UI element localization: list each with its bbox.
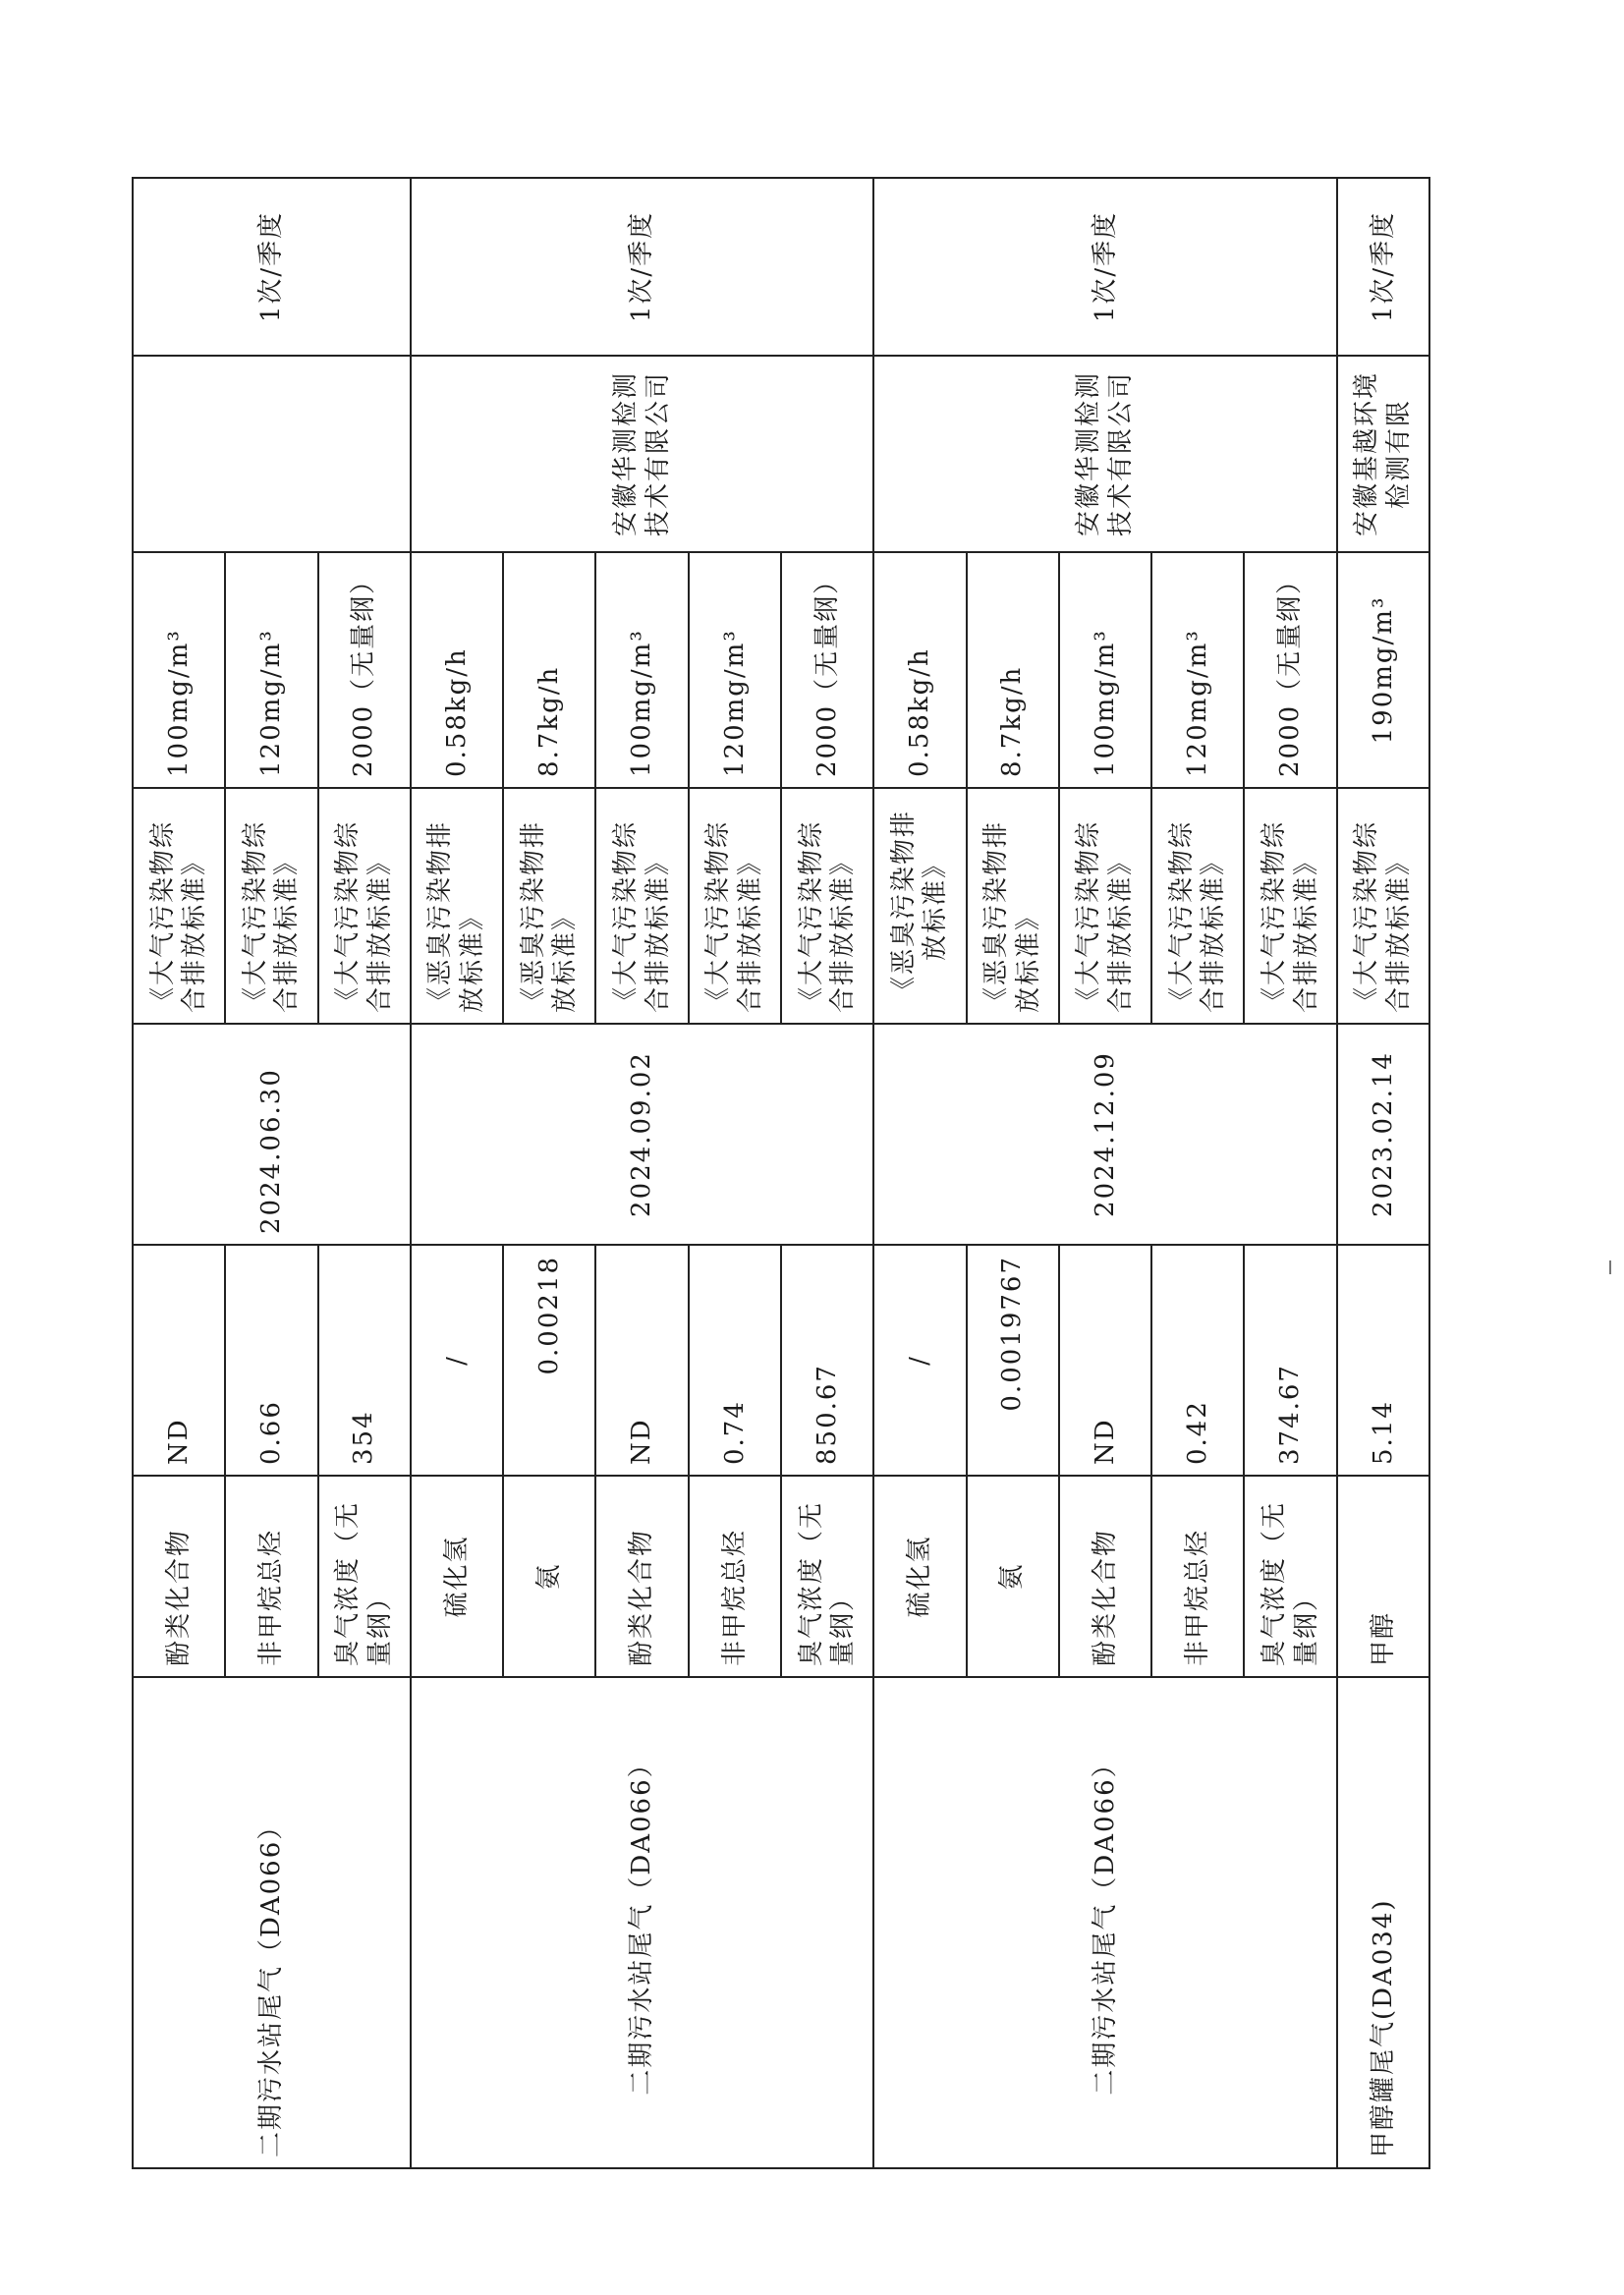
pollutant-cell: 酚类化合物 [1059,1476,1151,1677]
date-cell: 2023.02.14 [1337,1024,1429,1245]
result-cell: 5.14 [1337,1245,1429,1476]
standard-cell: 《大气污染物综合排放标准》 [133,788,225,1024]
table-row [873,178,966,2168]
pollutant-cell: 甲醇 [1337,1476,1429,1677]
pollutant-cell: 氨 [503,1476,595,1677]
pollutant-cell: 酚类化合物 [595,1476,688,1677]
lab-cell: 安徽基越环境检测有限 [1337,356,1429,552]
standard-cell: 《大气污染物综合排放标准》 [595,788,688,1024]
limit-cell: 100mg/m³ [595,552,688,788]
standard-cell: 《大气污染物综合排放标准》 [689,788,781,1024]
pollutant-cell: 非甲烷总烃 [225,1476,317,1677]
result-cell: 0.74 [689,1245,781,1476]
date-cell: 2024.12.09 [873,1024,1336,1245]
limit-cell: 2000（无量纲） [318,552,411,788]
outlet-cell: 二期污水站尾气（DA066） [133,1677,411,2168]
standard-cell: 《恶臭污染物排放标准》 [873,788,966,1024]
table-row [1337,178,1429,2168]
standard-cell: 《恶臭污染物排放标准》 [967,788,1059,1024]
result-cell: / [873,1245,966,1476]
result-cell: 374.67 [1244,1245,1336,1476]
rotated-table-container [132,179,1430,2169]
pollutant-cell: 酚类化合物 [133,1476,225,1677]
result-cell: 850.67 [781,1245,873,1476]
result-cell: 0.00218 [503,1245,595,1476]
limit-cell: 120mg/m³ [1151,552,1244,788]
result-cell: ND [133,1245,225,1476]
result-cell: 0.66 [225,1245,317,1476]
outlet-cell: 甲醇罐尾气(DA034) [1337,1677,1429,2168]
standard-cell: 《恶臭污染物排放标准》 [503,788,595,1024]
limit-cell: 8.7kg/h [967,552,1059,788]
limit-cell: 2000（无量纲） [1244,552,1336,788]
lab-cell: 安徽华测检测技术有限公司 [873,356,1336,552]
lab-cell: 安徽华测检测技术有限公司 [411,356,873,552]
date-cell: 2024.06.30 [133,1024,411,1245]
scan-mark [1609,1260,1611,1274]
pollutant-cell: 非甲烷总烃 [1151,1476,1244,1677]
pollutant-cell: 硫化氢 [873,1476,966,1677]
frequency-cell: 1次/季度 [873,178,1336,356]
pollutant-cell: 臭气浓度（无量纲） [318,1476,411,1677]
frequency-cell: 1次/季度 [133,178,411,356]
date-cell: 2024.09.02 [411,1024,873,1245]
limit-cell: 100mg/m³ [133,552,225,788]
limit-cell: 0.58kg/h [873,552,966,788]
limit-cell: 120mg/m³ [225,552,317,788]
standard-cell: 《大气污染物综合排放标准》 [1059,788,1151,1024]
frequency-cell: 1次/季度 [1337,178,1429,356]
limit-cell: 0.58kg/h [411,552,503,788]
result-cell: ND [1059,1245,1151,1476]
standard-cell: 《大气污染物综合排放标准》 [1244,788,1336,1024]
standard-cell: 《大气污染物综合排放标准》 [781,788,873,1024]
pollutant-cell: 氨 [967,1476,1059,1677]
pollutant-cell: 臭气浓度（无量纲） [781,1476,873,1677]
limit-cell: 120mg/m³ [689,552,781,788]
pollutant-cell: 臭气浓度（无量纲） [1244,1476,1336,1677]
result-cell: 0.0019767 [967,1245,1059,1476]
pollutant-cell: 硫化氢 [411,1476,503,1677]
standard-cell: 《大气污染物综合排放标准》 [318,788,411,1024]
outlet-cell: 二期污水站尾气（DA066） [873,1677,1336,2168]
table-row [133,178,225,2168]
outlet-cell: 二期污水站尾气（DA066） [411,1677,873,2168]
limit-cell: 8.7kg/h [503,552,595,788]
standard-cell: 《大气污染物综合排放标准》 [225,788,317,1024]
monitoring-results-table [132,177,1430,2169]
pollutant-cell: 非甲烷总烃 [689,1476,781,1677]
limit-cell: 100mg/m³ [1059,552,1151,788]
result-cell: 0.42 [1151,1245,1244,1476]
frequency-cell: 1次/季度 [411,178,873,356]
limit-cell: 2000（无量纲） [781,552,873,788]
lab-cell [133,356,411,552]
result-cell: 354 [318,1245,411,1476]
result-cell: / [411,1245,503,1476]
standard-cell: 《恶臭污染物排放标准》 [411,788,503,1024]
standard-cell: 《大气污染物综合排放标准》 [1337,788,1429,1024]
limit-cell: 190mg/m³ [1337,552,1429,788]
table-row [411,178,503,2168]
standard-cell: 《大气污染物综合排放标准》 [1151,788,1244,1024]
result-cell: ND [595,1245,688,1476]
